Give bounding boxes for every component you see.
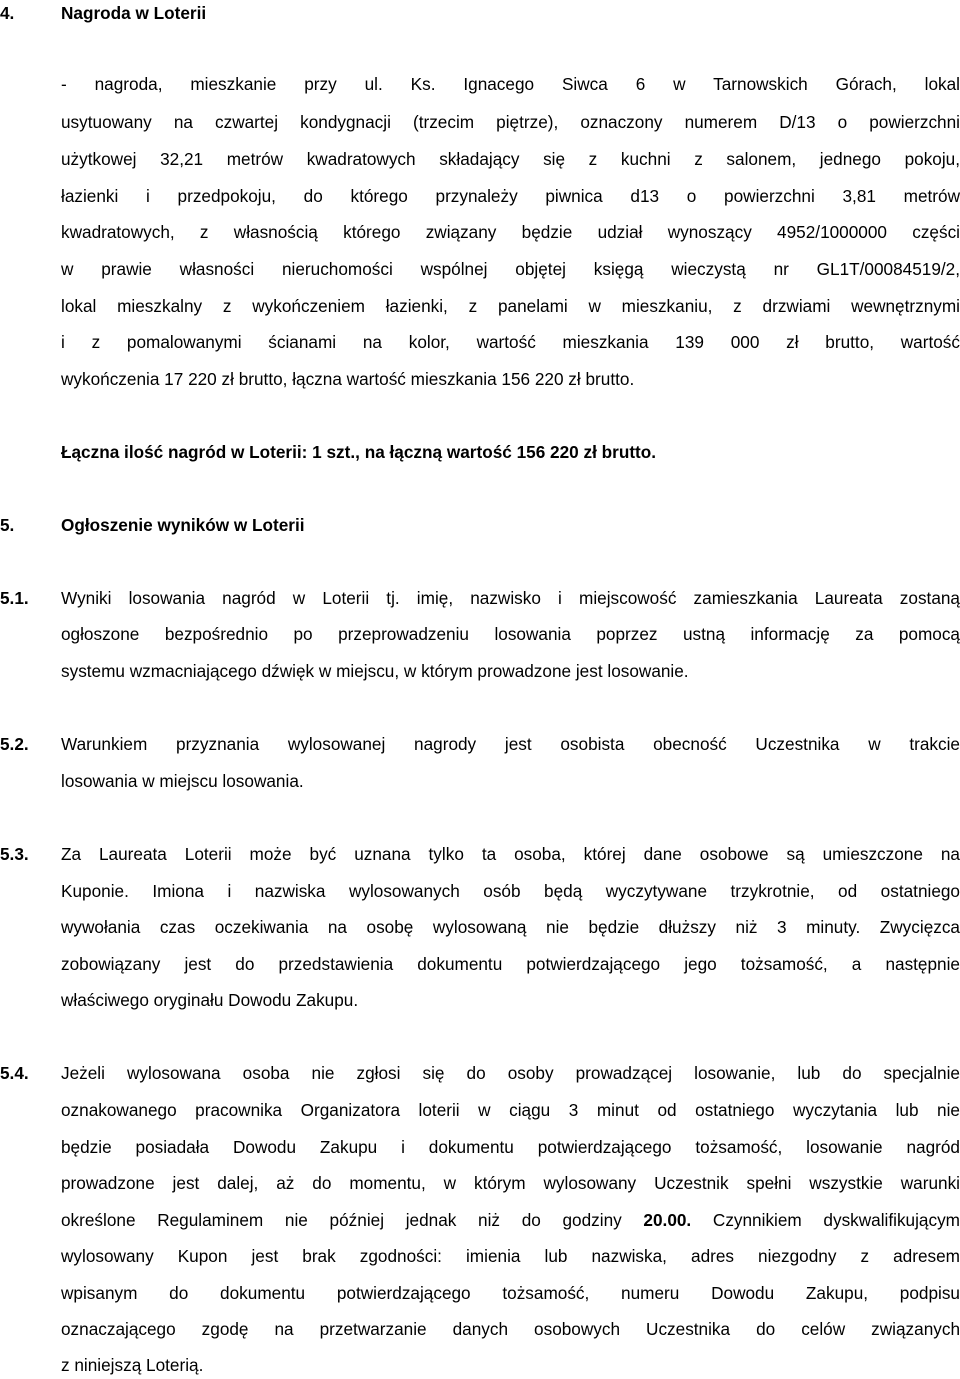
prize-line: wykończenia 17 220 zł brutto, łączna wartość mieszkania 156 220 zł brutto.: [61, 369, 635, 389]
prize-line: - nagroda, mieszkanie przy ul. Ks. Ignacego Siwca 6 w Tarnowskich Górach, lokal: [61, 74, 960, 94]
prize-line: usytuowany na czwartej kondygnacji (trzecim piętrze), oznaczony numerem D/13 o powierzchni: [61, 112, 960, 132]
clause-line: losowania w miejscu losowania.: [61, 771, 304, 791]
clause-text: Czynnikiem dyskwalifikującym: [691, 1210, 960, 1230]
clause-line: z niniejszą Loterią.: [61, 1355, 204, 1375]
clause-line: Wyniki losowania nagród w Loterii tj. imię, nazwisko i miejscowość zamieszkania Laureata zostaną: [61, 588, 960, 608]
prize-line: w prawie własności nieruchomości wspólnej objętej księgą wieczystą nr GL1T/00084519/2,: [61, 259, 960, 279]
clause-line: zobowiązany jest do przedstawienia dokumentu potwierdzającego jego tożsamość, a następnie: [61, 954, 960, 974]
clause-line: Kuponie. Imiona i nazwiska wylosowanych osób będą wyczytywane trzykrotnie, od ostatniego: [61, 881, 960, 901]
clause-number: 5.3.: [0, 844, 29, 864]
clause-line-with-time: [61, 1210, 960, 1230]
prize-line: łazienki i przedpokoju, do którego przynależy piwnica d13 o powierzchni 3,81 metrów: [61, 186, 960, 206]
clause-number: 5.2.: [0, 734, 29, 754]
clause-line: prowadzone jest dalej, aż do momentu, w którym wylosowany Uczestnik spełni wszystkie warunki: [61, 1173, 960, 1193]
clause-line: wylosowany Kupon jest brak zgodności: imienia lub nazwiska, adres niezgodny z adresem: [61, 1246, 960, 1266]
clause-number: 5.1.: [0, 588, 29, 608]
section-4-title: Nagroda w Loterii: [61, 3, 207, 23]
clause-line: oznaczającego zgodę na przetwarzanie danych osobowych Uczestnika do celów związanych: [61, 1319, 960, 1339]
clause-line: systemu wzmacniającego dźwięk w miejscu, w którym prowadzone jest losowanie.: [61, 661, 689, 681]
prize-line: lokal mieszkalny z wykończeniem łazienki, z panelami w mieszkaniu, z drzwiami wewnętrznymi: [61, 296, 960, 316]
section-4-number: 4.: [0, 3, 15, 23]
draw-deadline-time: 20.00.: [643, 1210, 692, 1230]
clause-line: oznakowanego pracownika Organizatora loterii w ciągu 3 minut od ostatniego wyczytania lub nie: [61, 1100, 960, 1120]
clause-text: określone Regulaminem nie później jednak niż do godziny: [61, 1210, 644, 1230]
section-5-number: 5.: [0, 515, 15, 535]
clause-line: ogłoszone bezpośrednio po przeprowadzeniu losowania poprzez ustną informację za pomocą: [61, 624, 960, 644]
prize-total: Łączna ilość nagród w Loterii: 1 szt., na łączną wartość 156 220 zł brutto.: [61, 442, 657, 462]
clause-number: 5.4.: [0, 1063, 29, 1083]
clause-line: Warunkiem przyznania wylosowanej nagrody jest osobista obecność Uczestnika w trakcie: [61, 734, 960, 754]
section-5-title: Ogłoszenie wyników w Loterii: [61, 515, 305, 535]
prize-line: użytkowej 32,21 metrów kwadratowych składający się z kuchni z salonem, jednego pokoju,: [61, 149, 960, 169]
prize-line: kwadratowych, z własnością którego związany będzie udział wynoszący 4952/1000000 części: [61, 222, 960, 242]
clause-line: będzie posiadała Dowodu Zakupu i dokumentu potwierdzającego tożsamość, losowanie nagród: [61, 1137, 960, 1157]
clause-line: właściwego oryginału Dowodu Zakupu.: [61, 990, 359, 1010]
clause-line: wpisanym do dokumentu potwierdzającego tożsamość, numeru Dowodu Zakupu, podpisu: [61, 1283, 960, 1303]
clause-line: Za Laureata Loterii może być uznana tylko ta osoba, której dane osobowe są umieszczone na: [61, 844, 960, 864]
clause-line: wywołania czas oczekiwania na osobę wylosowaną nie będzie dłuższy niż 3 minuty. Zwycięzca: [61, 917, 960, 937]
prize-line: i z pomalowanymi ścianami na kolor, wartość mieszkania 139 000 zł brutto, wartość: [61, 332, 960, 352]
clause-line: Jeżeli wylosowana osoba nie zgłosi się do osoby prowadzącej losowanie, lub do specjalnie: [61, 1063, 960, 1083]
